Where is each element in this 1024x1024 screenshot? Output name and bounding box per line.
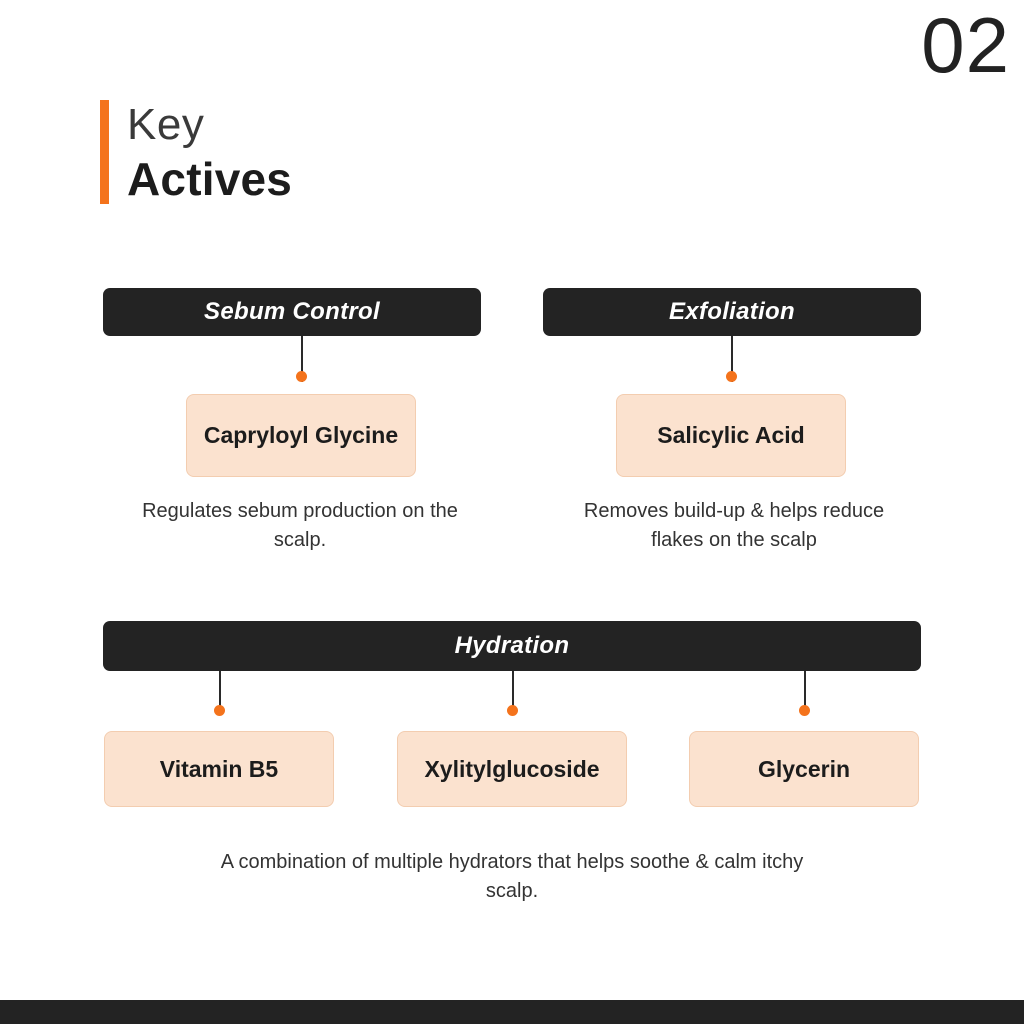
connector-dot-exfoliation bbox=[726, 371, 737, 382]
category-header-exfoliation: Exfoliation bbox=[543, 288, 921, 336]
category-description-sebum-control: Regulates sebum production on the scalp. bbox=[142, 500, 458, 551]
footer-bar bbox=[0, 1000, 1024, 1024]
connector-dot-vitamin-b5 bbox=[214, 705, 225, 716]
page-number: 02 bbox=[921, 1, 1010, 89]
category-header-hydration: Hydration bbox=[103, 621, 921, 671]
ingredient-pill-glycerin: Glycerin bbox=[689, 731, 919, 807]
connector-dot-sebum bbox=[296, 371, 307, 382]
title-accent-bar bbox=[100, 100, 109, 204]
category-description-hydration: A combination of multiple hydrators that helps soothe & calm itchy scalp. bbox=[220, 851, 804, 902]
ingredient-pill-salicylic-acid: Salicylic Acid bbox=[616, 394, 846, 477]
category-description-exfoliation: Removes build-up & helps reduce flakes on the scalp bbox=[583, 500, 885, 551]
title-line-secondary: Actives bbox=[127, 152, 293, 205]
title-line-primary: Key bbox=[127, 100, 205, 149]
page-title bbox=[100, 100, 292, 205]
title-lines bbox=[127, 100, 292, 205]
ingredient-pill-xylitylglucoside: Xylitylglucoside bbox=[397, 731, 627, 807]
category-header-sebum-control: Sebum Control bbox=[103, 288, 481, 336]
connector-dot-xylitylglucoside bbox=[507, 705, 518, 716]
ingredient-pill-capryloyl-glycine: Capryloyl Glycine bbox=[186, 394, 416, 477]
ingredient-pill-vitamin-b5: Vitamin B5 bbox=[104, 731, 334, 807]
connector-dot-glycerin bbox=[799, 705, 810, 716]
